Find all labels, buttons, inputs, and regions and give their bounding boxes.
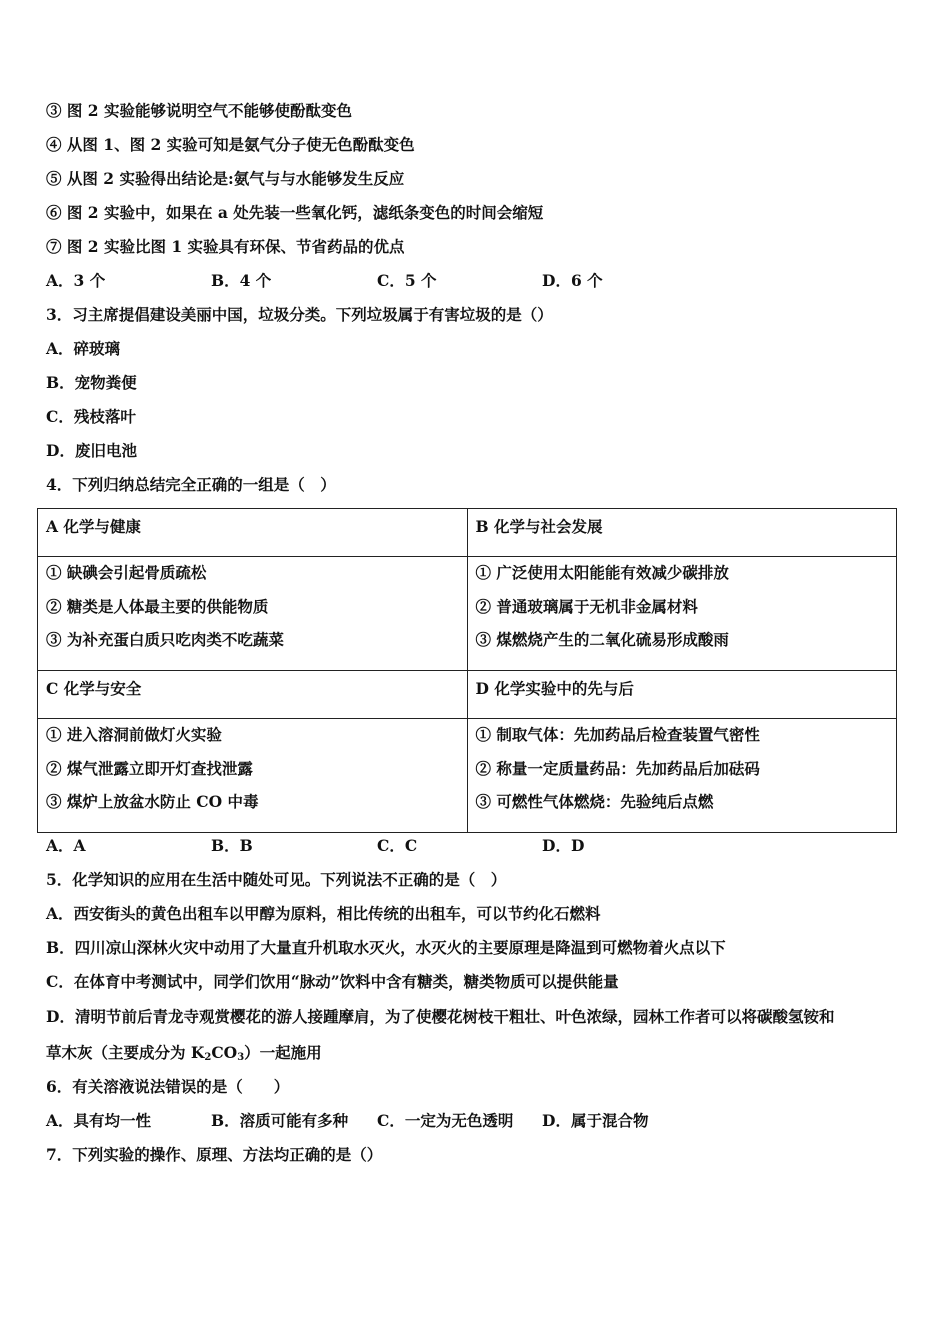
d-sub-1: 2: [204, 1052, 212, 1063]
q6-option-d: D．属于混合物: [542, 1111, 649, 1130]
q3-option-a: A．碎玻璃: [46, 339, 121, 358]
q6-options: [46, 1111, 746, 1131]
q5-option-d-line2: [46, 1043, 322, 1068]
q5-option-a: A．西安街头的黄色出租车以甲醇为原料，相比传统的出租车，可以节约化石燃料: [46, 904, 601, 923]
q2-option-c: C．5 个: [377, 271, 437, 290]
q3-option-b: B．宠物粪便: [46, 373, 137, 392]
cell-d-items: [467, 719, 897, 833]
d-item-2: ② 称量一定质量药品：先加药品后加砝码: [475, 758, 760, 778]
cell-a-items: [38, 557, 468, 671]
d-item-3: ③ 可燃性气体燃烧：先验纯后点燃: [475, 792, 714, 811]
d-line2-prefix: 草木灰（主要成分为 K: [46, 1043, 205, 1062]
q4-stem: 4．下列归纳总结完全正确的一组是（ ）: [46, 475, 336, 494]
statement-4: ④ 从图 1、图 2 实验可知是氨气分子使无色酚酞变色: [46, 135, 415, 154]
a-item-2: ② 糖类是人体最主要的供能物质: [46, 596, 269, 616]
q4-option-a: A．A: [46, 836, 86, 855]
q2-options: [46, 271, 746, 291]
q5-option-c: C．在体育中考测试中，同学们饮用“脉动”饮料中含有糖类，糖类物质可以提供能量: [46, 972, 619, 991]
cell-c-items: [38, 719, 468, 833]
q5-option-b: B．四川凉山深林火灾中动用了大量直升机取水灭火，水灭火的主要原理是降温到可燃物着火点以下: [46, 938, 726, 957]
statement-5: ⑤ 从图 2 实验得出结论是:氨气与与水能够发生反应: [46, 169, 405, 188]
b-item-3: ③ 煤燃烧产生的二氧化硫易形成酸雨: [475, 630, 729, 649]
q2-option-a: A．3 个: [46, 271, 106, 290]
b-item-2: ② 普通玻璃属于无机非金属材料: [475, 596, 698, 616]
cell-b-items: [467, 557, 897, 671]
q5-stem: 5．化学知识的应用在生活中随处可见。下列说法不正确的是（ ）: [46, 870, 507, 889]
d-line2-mid: CO: [211, 1043, 238, 1062]
b-item-1: ① 广泛使用太阳能能有效减少碳排放: [475, 563, 729, 582]
q2-option-d: D．6 个: [542, 271, 603, 290]
q5-option-d-line1: D．清明节前后青龙寺观赏樱花的游人接踵摩肩，为了使樱花树枝干粗壮、叶色浓绿，园林工作者可以将碳酸氢铵和: [46, 1007, 835, 1026]
c-item-2: ② 煤气泄露立即开灯查找泄露: [46, 758, 253, 778]
q4-option-d: D．D: [542, 836, 585, 855]
c-item-1: ① 进入溶洞前做灯火实验: [46, 725, 222, 744]
cell-c-title: C 化学与安全: [38, 671, 468, 719]
cell-b-title: B 化学与社会发展: [467, 509, 897, 557]
d-line2-suffix: ）一起施用: [244, 1043, 322, 1062]
q7-stem: 7．下列实验的操作、原理、方法均正确的是（）: [46, 1145, 383, 1164]
d-item-1: ① 制取气体：先加药品后检查装置气密性: [475, 725, 760, 744]
q4-option-b: B．B: [211, 836, 253, 855]
cell-d-title: D 化学实验中的先与后: [467, 671, 897, 719]
d-sub-2: 3: [237, 1052, 245, 1063]
a-item-3: ③ 为补充蛋白质只吃肉类不吃蔬菜: [46, 630, 284, 649]
q6-option-c: C．一定为无色透明: [377, 1111, 514, 1130]
cell-a-title: A 化学与健康: [38, 509, 468, 557]
a-item-1: ① 缺碘会引起骨质疏松: [46, 563, 207, 582]
q4-options: [46, 836, 746, 856]
q3-option-d: D．废旧电池: [46, 441, 137, 460]
q4-summary-table: [37, 508, 897, 833]
statement-3: ③ 图 2 实验能够说明空气不能够使酚酞变色: [46, 101, 352, 120]
statement-7: ⑦ 图 2 实验比图 1 实验具有环保、节省药品的优点: [46, 237, 405, 256]
q6-option-a: A．具有均一性: [46, 1111, 152, 1130]
q6-stem: 6．有关溶液说法错误的是（ ）: [46, 1077, 290, 1096]
statement-6: ⑥ 图 2 实验中，如果在 a 处先装一些氧化钙，滤纸条变色的时间会缩短: [46, 203, 544, 222]
q2-option-b: B．4 个: [211, 271, 272, 290]
q3-stem: 3．习主席提倡建设美丽中国，垃圾分类。下列垃圾属于有害垃圾的是（）: [46, 305, 553, 324]
q6-option-b: B．溶质可能有多种: [211, 1111, 349, 1130]
c-item-3: ③ 煤炉上放盆水防止 CO 中毒: [46, 792, 259, 811]
q3-option-c: C．残枝落叶: [46, 407, 136, 426]
q4-option-c: C．C: [377, 836, 418, 855]
